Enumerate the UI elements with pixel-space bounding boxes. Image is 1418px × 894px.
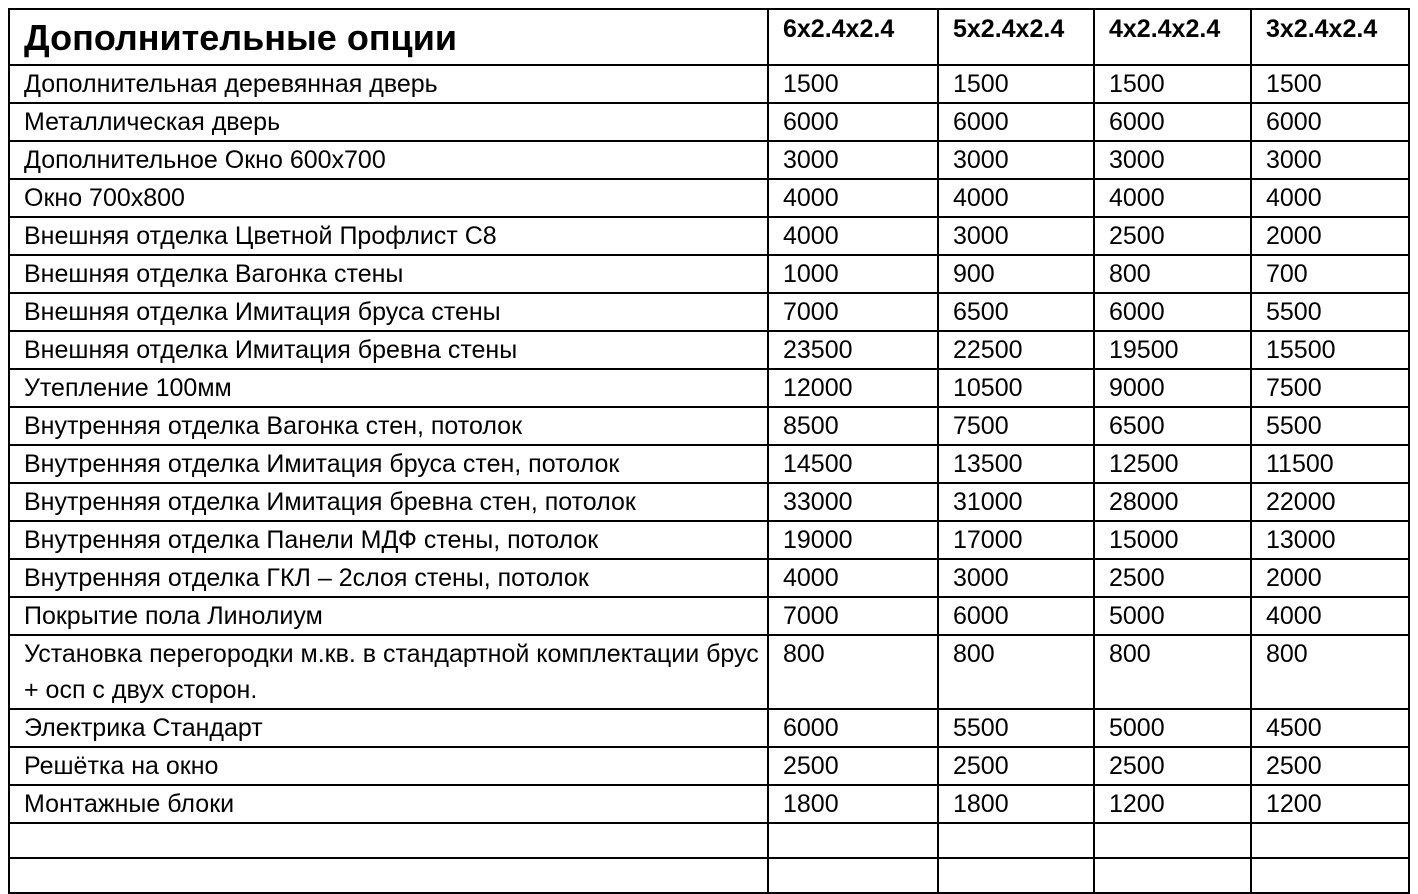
price-cell: 800 [768, 635, 938, 709]
price-cell: 2000 [1251, 217, 1409, 255]
option-name: Внешняя отделка Вагонка стены [9, 255, 768, 293]
price-cell: 6000 [938, 103, 1094, 141]
option-name: Монтажные блоки [9, 785, 768, 823]
price-cell: 800 [1251, 635, 1409, 709]
empty-cell [9, 823, 768, 858]
option-name: Внутренняя отделка ГКЛ – 2слоя стены, потолок [9, 559, 768, 597]
price-cell: 2500 [1251, 747, 1409, 785]
price-cell: 3000 [1251, 141, 1409, 179]
price-cell: 800 [938, 635, 1094, 709]
table-row [9, 217, 1409, 255]
price-cell: 8500 [768, 407, 938, 445]
option-name: Решётка на окно [9, 747, 768, 785]
price-cell: 7000 [768, 293, 938, 331]
price-cell: 13000 [1251, 521, 1409, 559]
price-cell: 3000 [938, 217, 1094, 255]
table-row [9, 65, 1409, 103]
table-body [9, 65, 1409, 893]
column-header: 6x2.4x2.4 [768, 9, 938, 65]
price-cell: 12500 [1094, 445, 1251, 483]
table-row [9, 179, 1409, 217]
price-cell: 2500 [768, 747, 938, 785]
table-row [9, 369, 1409, 407]
empty-row [9, 823, 1409, 858]
price-cell: 13500 [938, 445, 1094, 483]
price-cell: 12000 [768, 369, 938, 407]
price-cell: 6500 [938, 293, 1094, 331]
price-cell: 5500 [1251, 407, 1409, 445]
price-cell: 22500 [938, 331, 1094, 369]
price-cell: 6000 [768, 103, 938, 141]
price-cell: 2500 [1094, 217, 1251, 255]
price-cell: 6000 [1251, 103, 1409, 141]
table-row [9, 709, 1409, 747]
price-cell: 6000 [768, 709, 938, 747]
price-cell: 11500 [1251, 445, 1409, 483]
price-cell: 1500 [768, 65, 938, 103]
price-cell: 15500 [1251, 331, 1409, 369]
option-name: Внутренняя отделка Панели МДФ стены, потолок [9, 521, 768, 559]
price-cell: 7500 [1251, 369, 1409, 407]
price-cell: 7500 [938, 407, 1094, 445]
table-row [9, 103, 1409, 141]
price-cell: 1000 [768, 255, 938, 293]
options-price-table [8, 8, 1410, 894]
table-row [9, 521, 1409, 559]
price-cell: 4000 [938, 179, 1094, 217]
price-cell: 700 [1251, 255, 1409, 293]
price-cell: 4000 [1094, 179, 1251, 217]
option-name: Внутренняя отделка Имитация бревна стен, потолок [9, 483, 768, 521]
table-row [9, 331, 1409, 369]
option-name: Утепление 100мм [9, 369, 768, 407]
price-cell: 33000 [768, 483, 938, 521]
option-name: Покрытие пола Линолиум [9, 597, 768, 635]
price-cell: 17000 [938, 521, 1094, 559]
price-cell: 14500 [768, 445, 938, 483]
price-cell: 6000 [938, 597, 1094, 635]
option-name: Дополнительное Окно 600х700 [9, 141, 768, 179]
table-title: Дополнительные опции [9, 9, 768, 65]
price-cell: 6000 [1094, 103, 1251, 141]
price-cell: 1800 [938, 785, 1094, 823]
price-cell: 22000 [1251, 483, 1409, 521]
price-cell: 800 [1094, 635, 1251, 709]
price-cell: 1200 [1094, 785, 1251, 823]
price-cell: 7000 [768, 597, 938, 635]
option-name: Внутренняя отделка Имитация бруса стен, потолок [9, 445, 768, 483]
price-cell: 6500 [1094, 407, 1251, 445]
price-cell: 5000 [1094, 597, 1251, 635]
price-cell: 1500 [1251, 65, 1409, 103]
option-name: Установка перегородки м.кв. в стандартной комплектации брус + осп с двух сторон. [9, 635, 768, 709]
price-cell: 1500 [1094, 65, 1251, 103]
price-cell: 31000 [938, 483, 1094, 521]
table-row [9, 407, 1409, 445]
option-name: Металлическая дверь [9, 103, 768, 141]
table-row [9, 747, 1409, 785]
price-cell: 1800 [768, 785, 938, 823]
price-cell: 2500 [1094, 747, 1251, 785]
price-cell: 10500 [938, 369, 1094, 407]
price-cell: 3000 [1094, 141, 1251, 179]
table-row [9, 445, 1409, 483]
option-name: Окно 700х800 [9, 179, 768, 217]
price-cell: 15000 [1094, 521, 1251, 559]
table-row [9, 293, 1409, 331]
table-row [9, 255, 1409, 293]
table-row [9, 635, 1409, 709]
option-name: Дополнительная деревянная дверь [9, 65, 768, 103]
price-cell: 4000 [1251, 179, 1409, 217]
price-cell: 2500 [938, 747, 1094, 785]
price-cell: 28000 [1094, 483, 1251, 521]
price-cell: 1200 [1251, 785, 1409, 823]
price-cell: 9000 [1094, 369, 1251, 407]
table-row [9, 141, 1409, 179]
table-row [9, 785, 1409, 823]
price-cell: 5500 [938, 709, 1094, 747]
option-name: Внешняя отделка Имитация бревна стены [9, 331, 768, 369]
header-row [9, 9, 1409, 65]
column-header: 4x2.4x2.4 [1094, 9, 1251, 65]
table-row [9, 483, 1409, 521]
option-name: Внешняя отделка Имитация бруса стены [9, 293, 768, 331]
price-cell: 4000 [768, 179, 938, 217]
price-cell: 4000 [768, 217, 938, 255]
empty-cell [938, 823, 1094, 858]
price-cell: 6000 [1094, 293, 1251, 331]
price-cell: 4500 [1251, 709, 1409, 747]
price-cell: 19500 [1094, 331, 1251, 369]
price-cell: 3000 [938, 559, 1094, 597]
price-cell: 3000 [938, 141, 1094, 179]
empty-cell [1094, 823, 1251, 858]
option-name: Внешняя отделка Цветной Профлист С8 [9, 217, 768, 255]
price-cell: 2500 [1094, 559, 1251, 597]
price-cell: 1500 [938, 65, 1094, 103]
column-header: 5x2.4x2.4 [938, 9, 1094, 65]
price-cell: 800 [1094, 255, 1251, 293]
column-header: 3x2.4x2.4 [1251, 9, 1409, 65]
table-row [9, 559, 1409, 597]
option-name: Электрика Стандарт [9, 709, 768, 747]
price-cell: 2000 [1251, 559, 1409, 597]
price-cell: 19000 [768, 521, 938, 559]
price-cell: 4000 [1251, 597, 1409, 635]
empty-cell [1251, 823, 1409, 858]
price-cell: 23500 [768, 331, 938, 369]
option-name: Внутренняя отделка Вагонка стен, потолок [9, 407, 768, 445]
price-cell: 5000 [1094, 709, 1251, 747]
price-cell: 5500 [1251, 293, 1409, 331]
empty-cell [768, 823, 938, 858]
price-cell: 900 [938, 255, 1094, 293]
price-cell: 4000 [768, 559, 938, 597]
table-row [9, 597, 1409, 635]
price-cell: 3000 [768, 141, 938, 179]
